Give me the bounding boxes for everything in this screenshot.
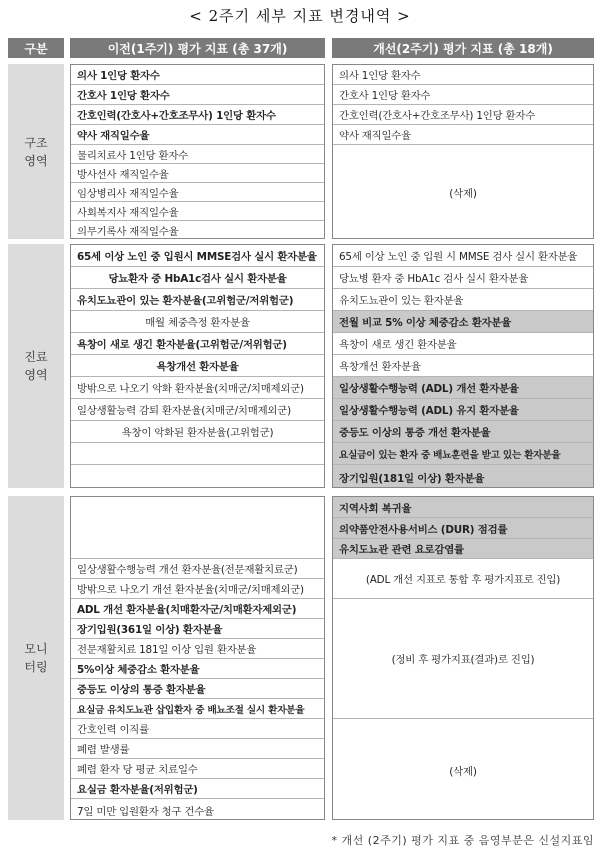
list-item: 방밖으로 나오기 개선 환자분율(치매군/치매제외군) <box>71 579 324 599</box>
list-item: 전문재활치료 181일 이상 입원 환자분율 <box>71 639 324 659</box>
list-item: 요실금 유치도뇨관 삽입환자 중 배뇨조절 실시 환자분율 <box>71 699 324 719</box>
list-item: 폐렴 발생률 <box>71 739 324 759</box>
care-previous-list <box>70 244 325 488</box>
list-item: 방밖으로 나오기 악화 환자분율(치매군/치매제외군) <box>71 377 324 399</box>
list-item: 욕창개선 환자분율 <box>333 355 593 377</box>
monitoring-previous-list <box>70 496 325 820</box>
merged-note: (ADL 개선 지표로 통합 후 평가지표로 진입) <box>333 559 593 599</box>
list-item: 간호사 1인당 환자수 <box>333 85 593 105</box>
footnote: * 개선 (2주기) 평가 지표 중 음영부분은 신설지표임 <box>331 834 594 847</box>
deleted-note: (삭제) <box>449 765 477 778</box>
section-label-line: 영역 <box>24 153 48 168</box>
new-indicator-item: 일상생활수행능력 (ADL) 개선 환자분율 <box>333 377 593 399</box>
section-label-line: 진료 <box>24 350 48 364</box>
section-label-care <box>8 244 64 488</box>
list-item: 유치도뇨관이 있는 환자분율 <box>333 289 593 311</box>
list-item: 7일 미만 입원환자 청구 건수율 <box>77 805 214 818</box>
new-indicator-item: 지역사회 복귀율 <box>333 497 593 518</box>
list-item: 의사 1인당 환자수 <box>333 65 593 85</box>
monitoring-current-list <box>332 496 594 820</box>
new-indicator-item: 일상생활수행능력 (ADL) 유지 환자분율 <box>333 399 593 421</box>
section-label-monitoring <box>8 496 64 820</box>
section-label-line: 영역 <box>24 368 48 382</box>
list-item: 당뇨병 환자 중 HbA1c 검사 실시 환자분율 <box>333 267 593 289</box>
section-label-structure <box>8 64 64 239</box>
list-item: 물리치료사 1인당 환자수 <box>71 145 324 164</box>
list-item: 유치도뇨관이 있는 환자분율(고위험군/저위험군) <box>71 289 324 311</box>
list-item: 간호인력 이직률 <box>71 719 324 739</box>
list-item: 약사 재직일수율 <box>71 125 324 145</box>
structure-current-list <box>332 64 594 239</box>
list-item: ADL 개선 환자분율(치매환자군/치매환자제외군) <box>71 599 324 619</box>
page-title: < 2주기 세부 지표 변경내역 > <box>189 7 411 25</box>
header-category: 구분 <box>8 38 64 58</box>
structure-previous-list <box>70 64 325 239</box>
list-item: 일상생활능력 감퇴 환자분율(치매군/치매제외군) <box>71 399 324 421</box>
list-item: 65세 이상 노인 중 입원 시 MMSE 검사 실시 환자분율 <box>333 245 593 267</box>
list-item: 욕창이 악화된 환자분율(고위험군) <box>71 421 324 443</box>
list-item: 65세 이상 노인 중 입원시 MMSE검사 실시 환자분율 <box>71 245 324 267</box>
list-item: 간호사 1인당 환자수 <box>71 85 324 105</box>
section-label-line: 모니 <box>24 642 48 656</box>
list-item: 사회복지사 재직일수율 <box>71 202 324 221</box>
new-indicator-item: 중등도 이상의 통증 개선 환자분율 <box>333 421 593 443</box>
list-item: 방사선사 재직일수율 <box>71 164 324 183</box>
list-item: 욕창이 새로 생긴 환자분율 <box>333 333 593 355</box>
list-item: 욕창개선 환자분율 <box>71 355 324 377</box>
list-item: 장기입원(361일 이상) 환자분율 <box>71 619 324 639</box>
new-indicator-item: 의약품안전사용서비스 (DUR) 점검률 <box>333 518 593 539</box>
list-item: 간호인력(간호사+간호조무사) 1인당 환자수 <box>333 105 593 125</box>
list-item: 요실금 환자분율(저위험군) <box>71 779 324 799</box>
care-current-list <box>332 244 594 488</box>
list-item: 임상병리사 재직일수율 <box>71 183 324 202</box>
deleted-note: (삭제) <box>449 188 477 200</box>
list-item-empty <box>71 497 324 559</box>
list-item: 매월 체중측정 환자분율 <box>71 311 324 333</box>
reorganized-note: (정비 후 평가지표(결과)로 진입) <box>333 599 593 719</box>
new-indicator-item: 요실금이 있는 환자 중 배뇨훈련을 받고 있는 환자분율 <box>333 443 593 465</box>
list-item: 일상생활수행능력 개선 환자분율(전문재활치료군) <box>71 559 324 579</box>
list-item: 의사 1인당 환자수 <box>71 65 324 85</box>
header-previous: 이전(1주기) 평가 지표 (총 37개) <box>70 38 325 58</box>
section-label-line: 터링 <box>24 660 48 674</box>
list-item: 5%이상 체중감소 환자분율 <box>71 659 324 679</box>
new-indicator-item: 유치도뇨관 관련 요로감염률 <box>333 539 593 559</box>
list-item: 당뇨환자 중 HbA1c검사 실시 환자분율 <box>71 267 324 289</box>
list-item: 간호인력(간호사+간호조무사) 1인당 환자수 <box>71 105 324 125</box>
header-current: 개선(2주기) 평가 지표 (총 18개) <box>332 38 594 58</box>
list-item: 약사 재직일수율 <box>333 125 593 145</box>
list-item: 의무기록사 재직일수율 <box>77 226 179 238</box>
new-indicator-item: 장기입원(181일 이상) 환자분율 <box>333 465 593 488</box>
list-item: 욕창이 새로 생긴 환자분율(고위험군/저위험군) <box>71 333 324 355</box>
section-label-line: 구조 <box>24 135 48 150</box>
list-item: 폐렴 환자 당 평균 치료일수 <box>71 759 324 779</box>
new-indicator-item: 전월 비교 5% 이상 체중감소 환자분율 <box>333 311 593 333</box>
list-item-empty <box>71 443 324 465</box>
list-item-empty <box>71 465 324 488</box>
list-item: 중등도 이상의 통증 환자분율 <box>71 679 324 699</box>
